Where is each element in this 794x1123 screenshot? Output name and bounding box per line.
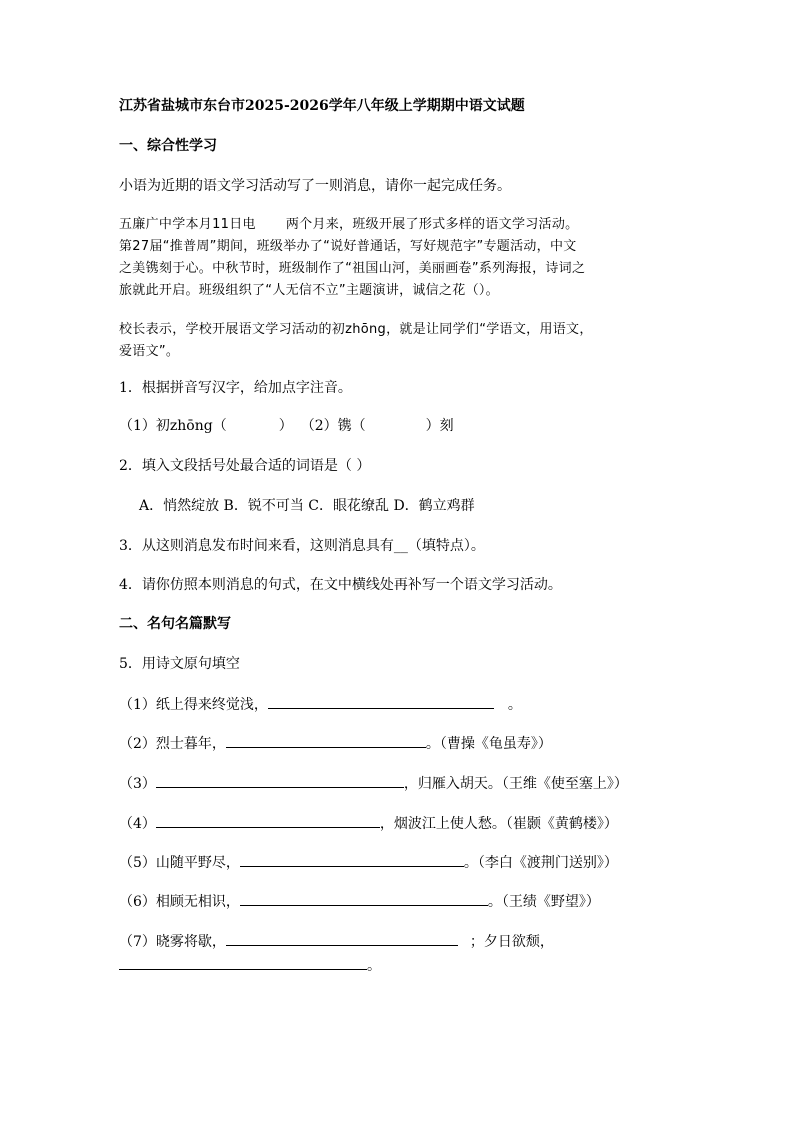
poem-line-5 xyxy=(119,852,618,873)
poem-5-text: （5）山随平野尽， xyxy=(119,855,240,871)
poem-line-2 xyxy=(119,733,552,754)
poem-7-end: 。 xyxy=(367,958,381,974)
poem-4-text: （4） xyxy=(119,816,156,832)
poem-6-source: 。（王绩《野望》） xyxy=(487,894,600,910)
poem-6-text: （6）相顾无相识， xyxy=(119,894,240,910)
poem-line-4 xyxy=(119,813,618,834)
poem-7-blank-b[interactable] xyxy=(119,955,367,970)
poem-line-7-cont xyxy=(119,955,381,976)
question-1: 1．根据拼音写汉字，给加点字注音。 xyxy=(119,380,352,396)
poem-4-source: ，烟波江上使人愁。（崔颢《黄鹤楼》） xyxy=(379,816,618,832)
answer-2-close: ）刻 xyxy=(425,418,454,434)
poem-2-source: 。（曹操《龟虽寿》） xyxy=(425,736,552,752)
poem-4-blank[interactable] xyxy=(156,813,380,828)
answer-2-label: （2）镌（ xyxy=(300,418,366,434)
section2-heading: 二、名句名篇默写 xyxy=(119,616,231,632)
poem-line-6 xyxy=(119,891,600,912)
news-line-2: 第27届“推普周”期间，班级举办了“说好普通话，写好规范字”专题活动，中文 xyxy=(119,239,577,254)
section1-heading: 一、综合性学习 xyxy=(119,138,217,154)
poem-5-source: 。（李白《渡荆门送别》） xyxy=(463,855,618,871)
news-line-5: 校长表示，学校开展语文学习活动的初zhōng，就是让同学们“学语文，用语文， xyxy=(119,322,593,337)
question-3: 3．从这则消息发布时间来看，这则消息具有__（填特点）。 xyxy=(119,538,485,554)
news-line-6: 爱语文”。 xyxy=(119,344,180,359)
answer-1-close: ） xyxy=(278,418,293,434)
question-1-answers xyxy=(119,416,454,436)
news-line-4: 旅就此开启。班级组织了“人无信不立”主题演讲，诚信之花（）。 xyxy=(119,283,499,298)
poem-3-text: （3） xyxy=(119,776,156,792)
poem-1-blank[interactable] xyxy=(268,694,494,709)
question-4: 4．请你仿照本则消息的句式，在文中横线处再补写一个语文学习活动。 xyxy=(119,577,562,593)
news-line-1 xyxy=(119,215,578,235)
poem-2-blank[interactable] xyxy=(226,733,426,748)
poem-7-text: （7）晓雾将歇， xyxy=(119,934,226,950)
poem-line-1 xyxy=(119,694,522,715)
poem-3-source: ，归雁入胡天。（王维《使至塞上》） xyxy=(403,776,628,792)
news-dateline: 五廉广中学本月11日电 xyxy=(119,217,256,232)
poem-7-blank-a[interactable] xyxy=(226,931,458,946)
answer-1-label: （1）初zhōng（ xyxy=(119,418,227,434)
exam-title: 江苏省盐城市东台市2025-2026学年八年级上学期期中语文试题 xyxy=(119,98,525,114)
question-5: 5．用诗文原句填空 xyxy=(119,656,240,672)
poem-2-text: （2）烈士暮年， xyxy=(119,736,226,752)
news-line-3: 之美镌刻于心。中秋节时，班级制作了“祖国山河，美丽画卷”系列海报，诗词之 xyxy=(119,261,586,276)
poem-3-blank[interactable] xyxy=(156,773,404,788)
poem-line-3 xyxy=(119,773,628,794)
poem-5-blank[interactable] xyxy=(240,852,464,867)
section1-intro: 小语为近期的语文学习活动写了一则消息，请你一起完成任务。 xyxy=(119,178,511,194)
poem-line-7 xyxy=(119,931,554,952)
news-lead: 两个月来，班级开展了形式多样的语文学习活动。 xyxy=(285,217,579,232)
poem-6-blank[interactable] xyxy=(240,891,488,906)
question-2-options: A．悄然绽放 B．锐不可当 C．眼花缭乱 D．鹤立鸡群 xyxy=(139,498,475,514)
question-2: 2．填入文段括号处最合适的词语是（ ） xyxy=(119,458,371,474)
poem-1-end: 。 xyxy=(507,697,522,713)
poem-1-text: （1）纸上得来终觉浅， xyxy=(119,697,268,713)
poem-7-mid: ；夕日欲颓， xyxy=(469,934,554,950)
